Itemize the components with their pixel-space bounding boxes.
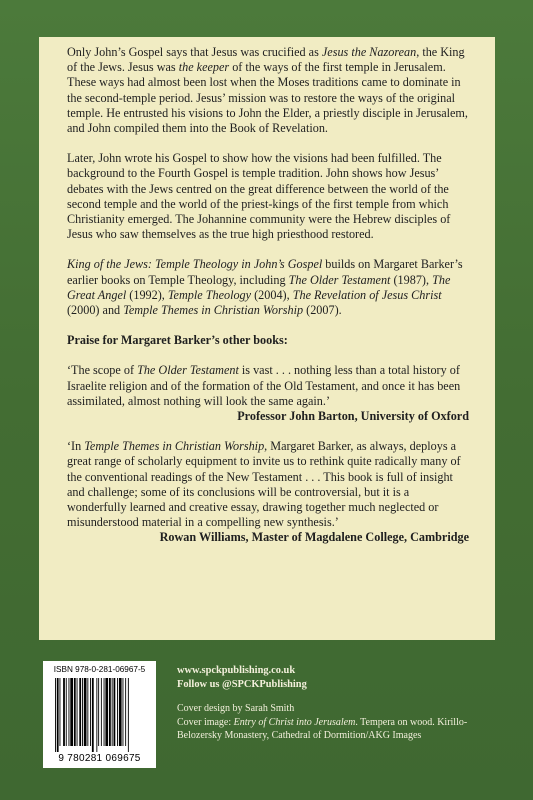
blurb-panel <box>39 37 495 640</box>
book-title: The Older Testament <box>137 363 239 378</box>
barcode-bar <box>69 678 70 746</box>
praise-quote-2 <box>67 439 469 530</box>
artwork-title: Entry of Christ into Jerusalem <box>233 716 356 728</box>
blurb-text: Only John’s Gospel says that Jesus was crucified as <box>67 45 322 59</box>
barcode-bar <box>57 678 59 752</box>
barcode-bar <box>105 678 108 746</box>
barcode-bar <box>109 678 111 746</box>
blurb-italic: Jesus the Nazorean <box>321 45 417 59</box>
barcode-bar <box>82 678 83 746</box>
book-title: The Great Angel <box>67 272 451 302</box>
barcode-box <box>43 661 156 768</box>
isbn-label: ISBN 978-0-281-06967-5 <box>53 665 146 674</box>
barcode-bar <box>77 678 78 746</box>
quote-1-attribution: Professor John Barton, University of Oxford <box>237 409 469 424</box>
blurb-text: (2000) and <box>67 303 124 318</box>
praise-heading: Praise for Margaret Barker’s other books: <box>67 333 288 348</box>
blurb-text: of the ways of the first temple in Jerusalem. These ways had almost been lost when the Moses traditions came to dominate in the second-temple period. Jesus’ mission was to restore the ways of the original temple. He entrusted his visions to John the Elder, a priestly disciple in Jerusalem, and John compiled them into the Book of Revelation. <box>67 60 468 136</box>
blurb-paragraph-3 <box>67 257 469 318</box>
barcode-bar <box>66 678 67 746</box>
barcode-bar <box>104 678 105 746</box>
barcode-bar <box>128 678 129 752</box>
book-title: The Revelation of Jesus Christ <box>292 287 442 302</box>
barcode-bar <box>117 678 118 746</box>
publisher-follow: Follow us @SPCKPublishing <box>177 679 307 690</box>
blurb-paragraph-1 <box>67 45 469 136</box>
barcode-bar <box>101 678 102 746</box>
barcode-digits: 9 780281 069675 <box>58 753 141 764</box>
blurb-text: (1987), <box>390 272 433 287</box>
blurb-paragraph-2: Later, John wrote his Gospel to show how the visions had been fulfilled. The background to the Fourth Gospel is temple tradition. John shows how Jesus’ debates with the Jews centred on the great difference between the world of the second temple and the world of the priest-kings of the first temple from which Christianity emerged. The Johannine community were the Hebrew disciples of Jesus who saw themselves as the true high priesthood restored. <box>67 151 451 242</box>
barcode-bar <box>119 678 122 746</box>
barcode-bar <box>125 678 126 746</box>
book-title: Temple Themes in Christian Worship <box>123 303 304 318</box>
barcode-bar <box>112 678 113 746</box>
barcode-bar <box>114 678 116 746</box>
quote-text: ‘The scope of <box>67 363 138 378</box>
book-title: Temple Themes in Christian Worship <box>84 439 265 454</box>
praise-quote-1 <box>67 363 469 409</box>
barcode-bar <box>98 678 99 746</box>
quote-text: ‘In <box>67 439 85 454</box>
barcode-bar <box>84 678 87 746</box>
cover-image-credit <box>177 716 497 743</box>
blurb-text: (2007). <box>303 303 342 318</box>
book-title: Temple Theology <box>167 287 252 302</box>
barcode-bar <box>96 678 97 752</box>
barcode-bar <box>92 678 94 752</box>
barcode-bar <box>55 678 56 752</box>
blurb-text: (2004), <box>251 287 293 302</box>
barcode-bar <box>60 678 61 746</box>
book-title: The Older Testament <box>288 272 391 287</box>
credit-text: . Tempera on wood. Kirillo-Belozersky Monastery, Cathedral of Dormition/AKG Images <box>177 716 468 741</box>
barcode-bar <box>90 678 91 746</box>
blurb-text: , the King of the Jews. Jesus was <box>67 45 465 75</box>
quote-text: , Margaret Barker, as always, deploys a great range of scholarly equipment to invite us to rethink quite radically many of the conventional readings of the New Testament . . . This book is full of insight and challenge; some of its conclusions will be controversial, but it is a wonderfully learned and creative essay, drawing together much neglected or misunderstood material in a compelling new synthesis.’ <box>67 439 461 530</box>
cover-design-credit: Cover design by Sarah Smith <box>177 703 295 714</box>
barcode-bar <box>63 678 65 746</box>
barcode-bar <box>87 678 88 746</box>
publisher-website: www.spckpublishing.co.uk <box>177 665 296 676</box>
blurb-text: (1992), <box>126 287 168 302</box>
publisher-info <box>177 664 497 743</box>
quote-2-attribution: Rowan Williams, Master of Magdalene College, Cambridge <box>159 530 469 545</box>
barcode-bar <box>123 678 124 746</box>
blurb-text: builds on Margaret Barker’s earlier books on Temple Theology, including <box>67 257 463 287</box>
credit-text: Cover image: <box>177 716 234 728</box>
book-title: King of the Jews: Temple Theology in John’s Gospel <box>67 257 323 272</box>
barcode-bar <box>70 678 73 746</box>
barcode-icon <box>53 678 146 752</box>
barcode-bar <box>74 678 76 746</box>
quote-text: is vast . . . nothing less than a total history of Israelite religion and of the formation of the Old Testament, and once it has been assimilated, almost nothing will look the same again.’ <box>67 363 461 408</box>
blurb-italic: the keeper <box>178 60 230 75</box>
barcode-bar <box>79 678 81 746</box>
